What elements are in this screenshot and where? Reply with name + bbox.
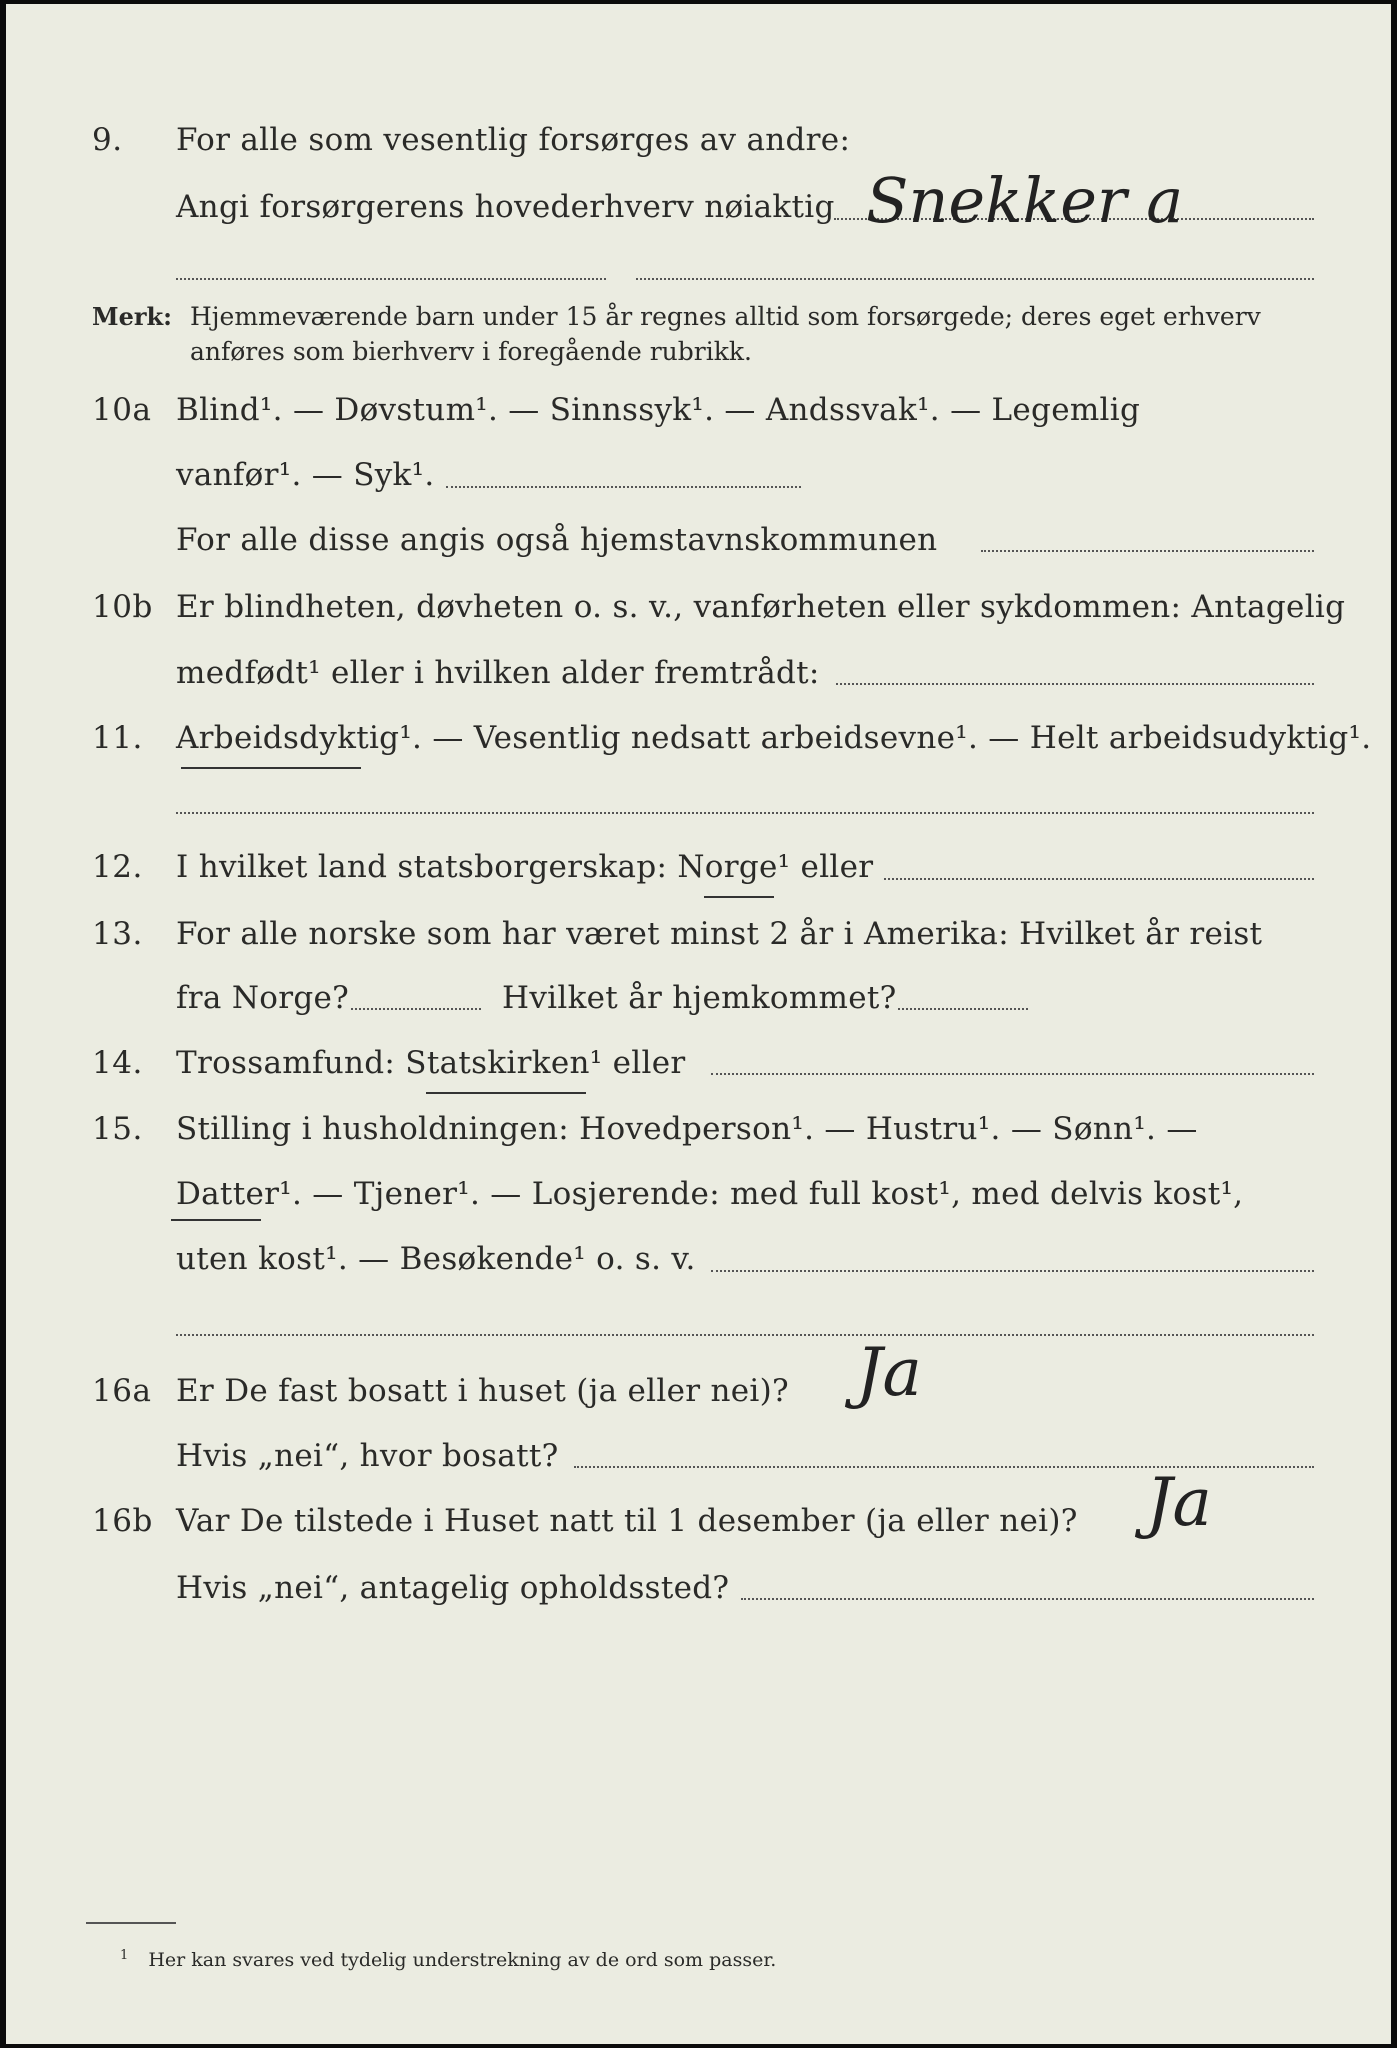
q16b-line1: Var De tilstede i Huset natt til 1 desember (ja eller nei)? (176, 1503, 1078, 1539)
q15-number: 15. (92, 1111, 143, 1147)
q13-line2b-fill (898, 1008, 1028, 1010)
q14-line1: Trossamfund: Statskirken¹ eller (176, 1045, 686, 1081)
q14-number: 14. (92, 1045, 143, 1081)
q10a-line3-fill (981, 550, 1314, 552)
footnote-rule (86, 1922, 176, 1924)
merk-line1: Hjemmeværende barn under 15 år regnes alltid som forsørgede; deres eget erhverv (190, 302, 1261, 331)
merk-line2: anføres som bierhverv i foregående rubrikk. (190, 337, 752, 366)
q16b-line2: Hvis „nei“, antagelig opholdssted? (176, 1570, 730, 1606)
q10a-line3: For alle disse angis også hjemstavnskommunen (176, 522, 938, 558)
q12-number: 12. (92, 849, 143, 885)
q10a-line2-fill (446, 486, 801, 488)
q13-number: 13. (92, 916, 143, 952)
footnote-mark: 1 (120, 1948, 129, 1963)
q15-extra-line (176, 1334, 1314, 1336)
q16b-line2-fill (741, 1598, 1314, 1600)
q12-fill-line (884, 878, 1314, 880)
q9-handwritten-answer: Snekker a (866, 164, 1184, 237)
merk-label: Merk: (92, 302, 172, 331)
q11-line1: Arbeidsdyktig¹. — Vesentlig nedsatt arbeidsevne¹. — Helt arbeidsudyktig¹. (176, 720, 1372, 756)
census-form-page (6, 4, 1391, 2044)
q9-extra-line-left (176, 278, 606, 280)
q16b-handwritten-answer: Ja (1146, 1464, 1212, 1541)
q15-line3-fill (711, 1270, 1314, 1272)
q15-line2: Datter¹. — Tjener¹. — Losjerende: med full kost¹, med delvis kost¹, (176, 1176, 1244, 1212)
q11-fill-line (176, 812, 1314, 814)
q9-extra-line-right (636, 278, 1314, 280)
q12-line1: I hvilket land statsborgerskap: Norge¹ eller (176, 849, 874, 885)
q15-line3: uten kost¹. — Besøkende¹ o. s. v. (176, 1241, 696, 1277)
q14-underline-mark (426, 1092, 586, 1094)
q16a-handwritten-answer: Ja (856, 1334, 922, 1411)
q13-line1: For alle norske som har været minst 2 år i Amerika: Hvilket år reist (176, 916, 1263, 952)
q16b-number: 16b (92, 1503, 153, 1539)
q10a-line1: Blind¹. — Døvstum¹. — Sinnssyk¹. — Andssvak¹. — Legemlig (176, 392, 1141, 428)
q10b-line2-fill (836, 683, 1314, 685)
q16a-number: 16a (92, 1373, 152, 1409)
q13-line2b: Hvilket år hjemkommet? (502, 980, 897, 1016)
q9-line1: For alle som vesentlig forsørges av andre: (176, 122, 851, 158)
q9-line2: Angi forsørgerens hovederhverv nøiaktig (176, 189, 835, 225)
footnote-text: Her kan svares ved tydelig understrekning av de ord som passer. (148, 1949, 777, 1972)
q12-underline-mark (704, 896, 774, 898)
q10a-line2: vanfør¹. — Syk¹. (176, 457, 435, 493)
footnote (120, 1948, 776, 1971)
q13-line2a: fra Norge? (176, 980, 350, 1016)
q15-line1: Stilling i husholdningen: Hovedperson¹. — Hustru¹. — Sønn¹. — (176, 1111, 1198, 1147)
q10b-line2: medfødt¹ eller i hvilken alder fremtrådt: (176, 655, 820, 691)
q15-underline-mark (171, 1219, 261, 1221)
q9-number: 9. (92, 122, 123, 158)
q16a-line1: Er De fast bosatt i huset (ja eller nei)? (176, 1373, 789, 1409)
q14-fill-line (711, 1073, 1314, 1075)
q16a-line2: Hvis „nei“, hvor bosatt? (176, 1438, 559, 1474)
q13-line2a-fill (351, 1008, 481, 1010)
q10b-number: 10b (92, 589, 153, 625)
q11-number: 11. (92, 720, 143, 756)
q10b-line1: Er blindheten, døvheten o. s. v., vanførheten eller sykdommen: Antagelig (176, 589, 1346, 625)
q10a-number: 10a (92, 392, 152, 428)
q11-underline-mark (181, 767, 361, 769)
